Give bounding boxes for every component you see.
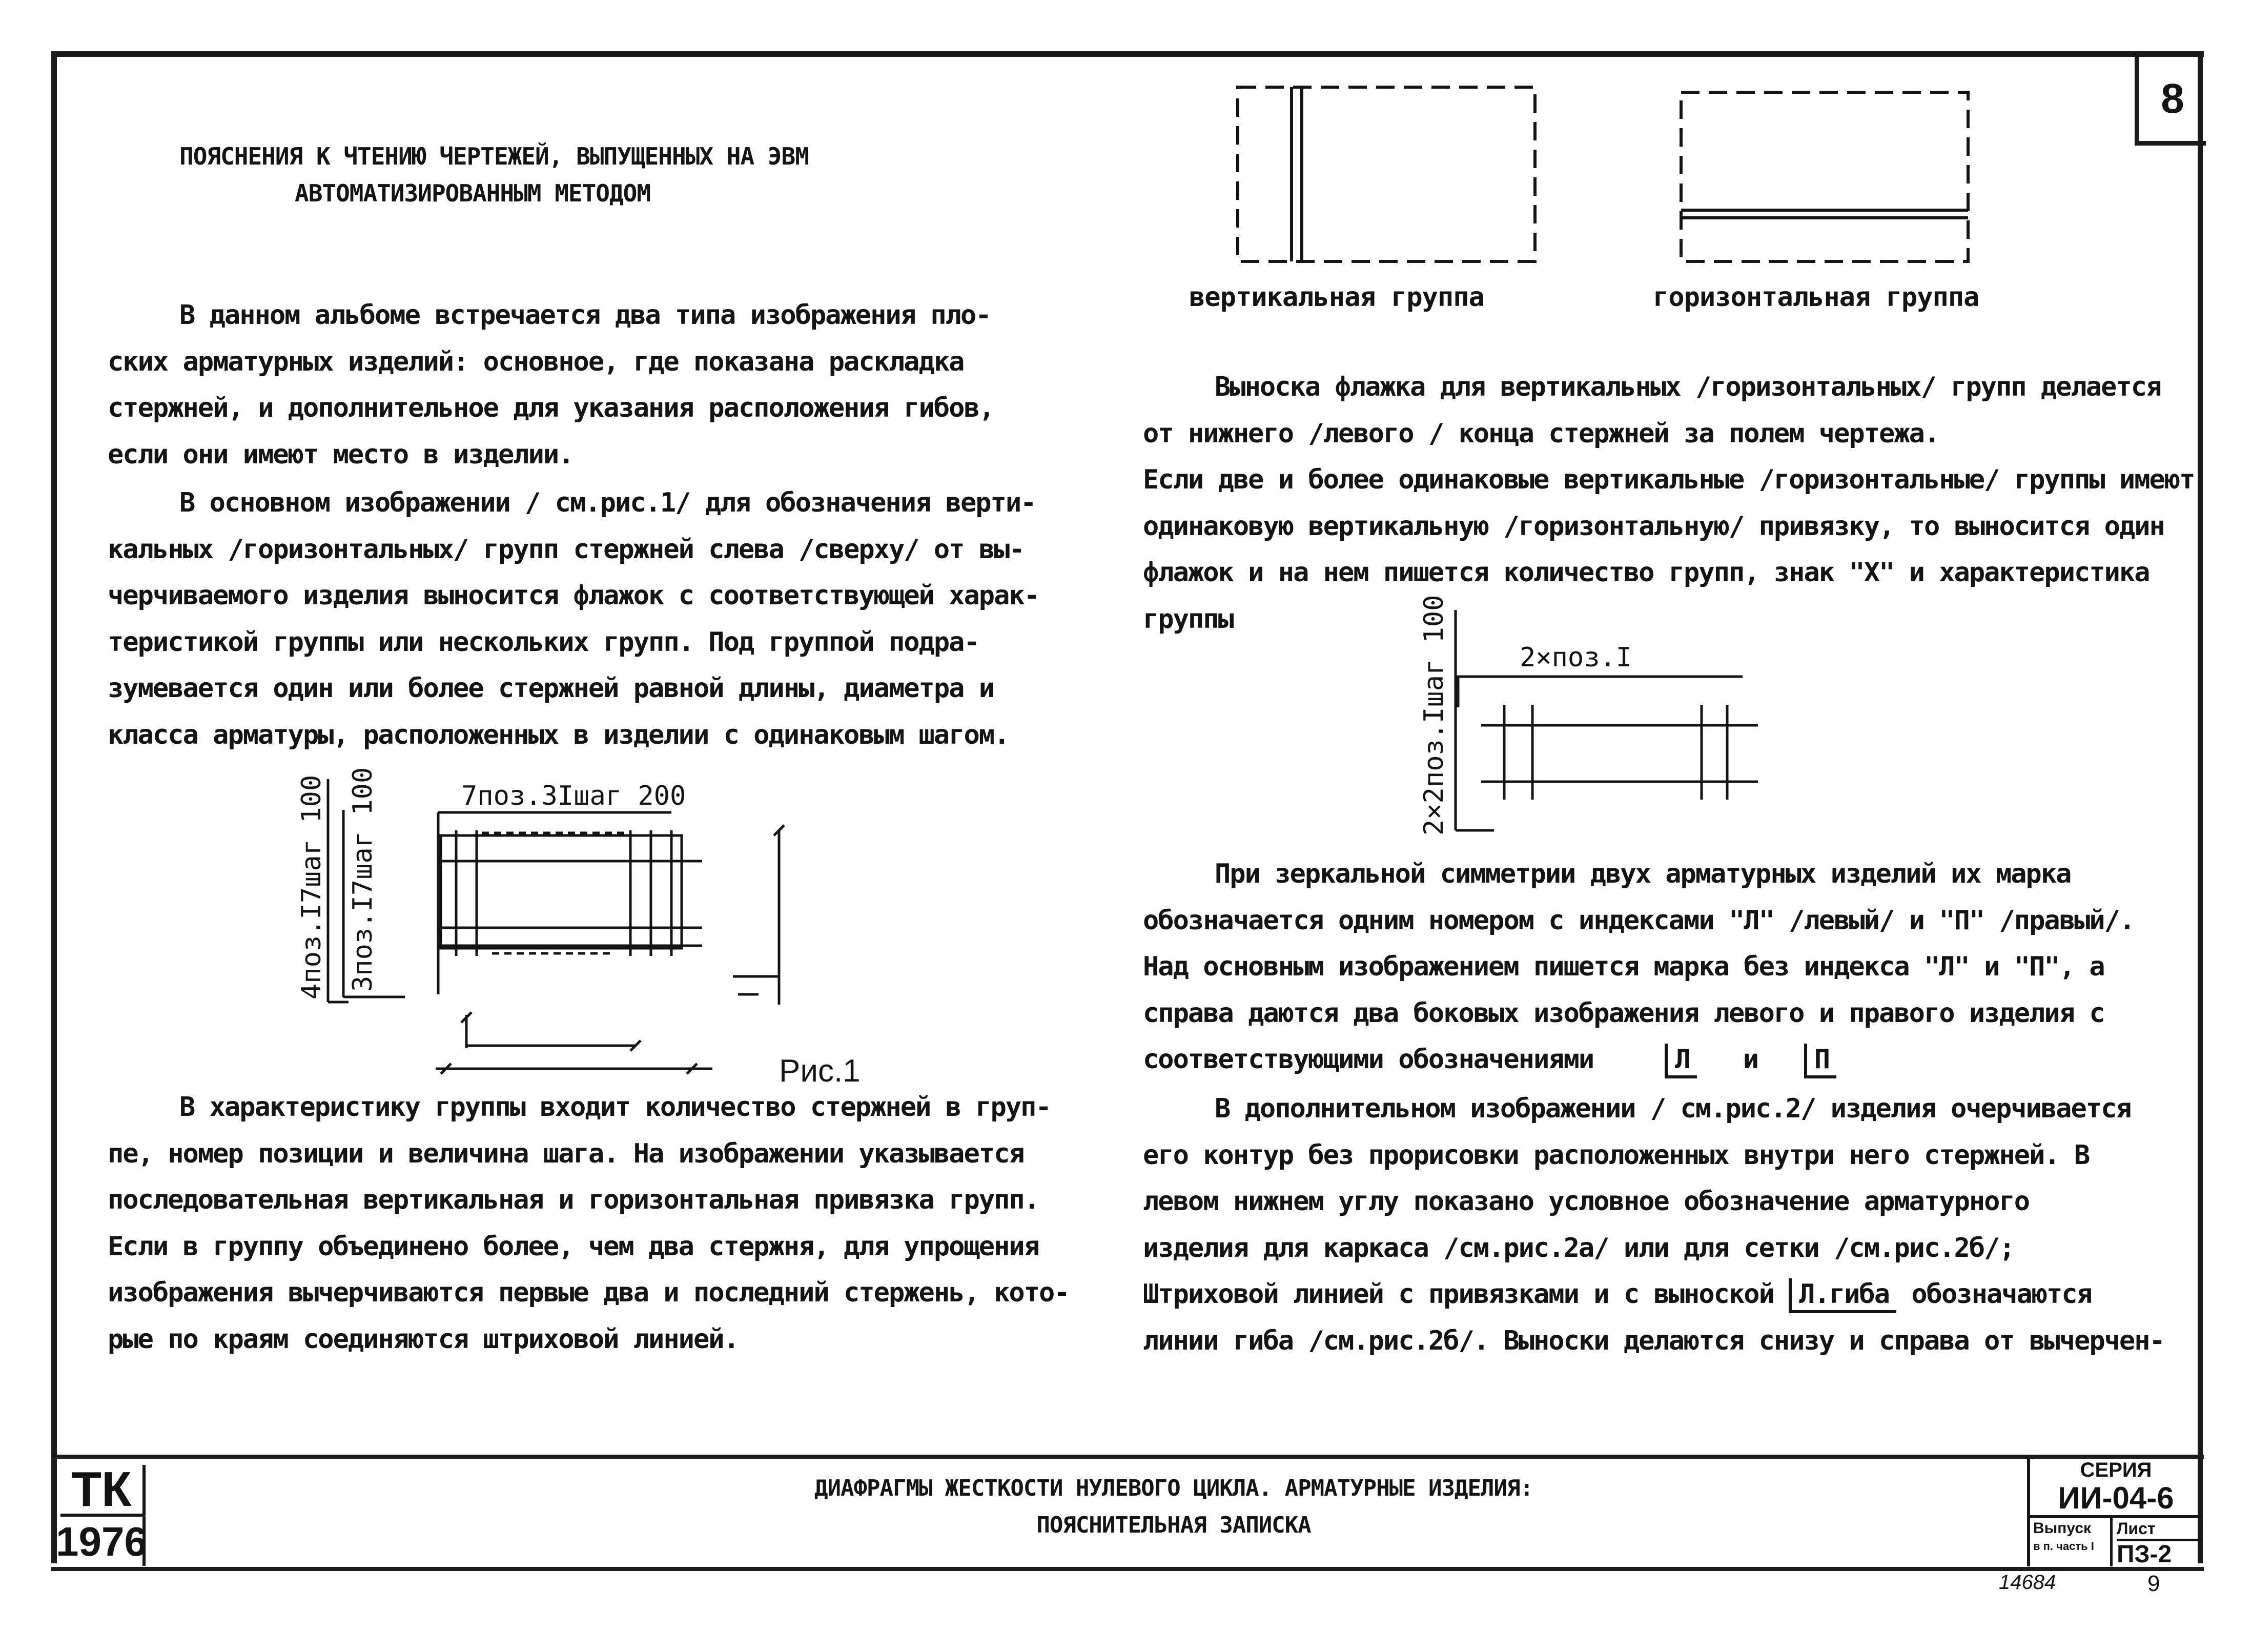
series-code: ИИ-04-6 — [2030, 1481, 2202, 1518]
footer-bottom-border — [51, 1567, 2204, 1571]
left-paragraph-3 — [108, 1084, 1069, 1362]
text-line: флажок и на нем пишется количество групп, знак "Х" и характеристика — [1143, 557, 2149, 588]
sheet-label: Лист — [2117, 1518, 2202, 1541]
fig-example-top-label: 2×поз.I — [1520, 642, 1632, 673]
text-line: если они имеют место в изделии. — [108, 439, 574, 470]
fig1-caption: Рис.1 — [779, 1053, 861, 1089]
group-diagrams — [1230, 77, 1999, 272]
series-block — [2027, 1459, 2202, 1566]
text-line: При зеркальной симметрии двух арматурных изделий их марка — [1215, 859, 2071, 889]
text-line: последовательная вертикальная и горизонтальная привязка групп. — [108, 1185, 1039, 1215]
frame-left — [51, 51, 57, 1563]
horizontal-group-outline — [1681, 92, 1968, 261]
text-line: В данном альбоме встречается два типа изображения пло- — [179, 300, 991, 331]
text-line: кальных /горизонтальных/ групп стержней слева /сверху/ от вы- — [108, 534, 1024, 565]
footer-title-line1: ДИАФРАГМЫ ЖЕСТКОСТИ НУЛЕВОГО ЦИКЛА. АРМАТУРНЫЕ ИЗДЕЛИЯ: — [814, 1475, 1533, 1501]
text-line: обозначаются — [1911, 1279, 2092, 1310]
inventory-number: 14684 — [1999, 1571, 2056, 1594]
text-line: обозначается одним номером с индексами "Л" /левый/ и "П" /правый/. — [1143, 905, 2135, 936]
right-paragraph-3 — [1143, 1086, 2164, 1364]
left-paragraph-2 — [108, 480, 1039, 758]
footer-title-line2: ПОЯСНИТЕЛЬНАЯ ЗАПИСКА — [1036, 1512, 1311, 1538]
fig1-top-label: 7поз.3Iшаг 200 — [461, 781, 686, 811]
text-line: от нижнего /левого / конца стержней за полем чертежа. — [1143, 418, 1939, 449]
text-line: Над основным изображением пишется марка без индекса "Л" и "П", а — [1143, 951, 2104, 982]
figure-example — [1409, 595, 1768, 846]
fig1-outer-label: 4поз.I7шаг 100 — [296, 774, 327, 1000]
caption-vertical-group: вертикальная группа — [1189, 282, 1484, 313]
doc-title-line1: ПОЯСНЕНИЯ К ЧТЕНИЮ ЧЕРТЕЖЕЙ, ВЫПУЩЕННЫХ НА ЭВМ — [179, 142, 809, 170]
text-line: В дополнительном изображении / см.рис.2/ изделия очерчивается — [1215, 1093, 2131, 1124]
text-line: зумевается один или более стержней равной длины, диаметра и — [108, 673, 994, 704]
frame-right — [2198, 51, 2203, 1563]
doc-title-line2: АВТОМАТИЗИРОВАННЫМ МЕТОДОМ — [295, 179, 651, 207]
text-line: ских арматурных изделий: основное, где показана раскладка — [108, 346, 964, 377]
text-line: черчиваемого изделия выносится флажок с соответствующей харак- — [108, 580, 1039, 611]
text-line: группы — [1143, 603, 1233, 635]
page-number: 8 — [2135, 56, 2206, 146]
text-line: его контур без прорисовки расположенных внутри него стержней. В — [1143, 1139, 2090, 1171]
text-line: одинаковую вертикальную /горизонтальную/ привязку, то выносится один — [1143, 511, 2164, 542]
flag-left-mark: Л — [1665, 1044, 1697, 1078]
text-line: Выноска флажка для вертикальных /горизонтальных/ групп делается — [1215, 372, 2161, 402]
bottom-page-number: 9 — [2147, 1571, 2160, 1596]
fig-example-v-label: 2×2поз.Iшаг 100 — [1419, 595, 1449, 835]
series-label: СЕРИЯ — [2080, 1459, 2152, 1481]
text-line: В основном изображении / см.рис.1/ для обозначения верти- — [179, 487, 1036, 518]
text-line: левом нижнем углу показано условное обозначение арматурного — [1143, 1186, 2030, 1217]
text-line: изображения вычерчиваются первые два и последний стержень, кото- — [108, 1277, 1069, 1308]
text-line: справа даются два боковых изображения левого и правого изделия с — [1143, 997, 2104, 1029]
text-line: рые по краям соединяются штриховой линией. — [108, 1323, 739, 1355]
org-stamp — [60, 1461, 146, 1517]
vertical-group-outline — [1238, 87, 1535, 261]
sheet-code: ПЗ-2 — [2117, 1541, 2172, 1568]
conjunction: и — [1743, 1044, 1758, 1075]
bend-flag-mark: Л.гиба — [1789, 1278, 1896, 1313]
text-line: В характеристику группы входит количество стержней в груп- — [179, 1092, 1051, 1123]
right-paragraph-2 — [1143, 851, 2134, 1083]
frame-top — [51, 51, 2204, 57]
text-line: изделия для каркаса /см.рис.2а/ или для сетки /см.рис.2б/; — [1143, 1232, 2014, 1263]
text-line: линии гиба /см.рис.2б/. Выноски делаются снизу и справа от вычерчен- — [1143, 1325, 2164, 1356]
year-stamp — [56, 1517, 147, 1566]
right-paragraph-1 — [1143, 364, 2194, 642]
figure-1 — [287, 769, 892, 1097]
caption-horizontal-group: горизонтальная группа — [1653, 282, 1979, 313]
left-paragraph-1 — [108, 292, 994, 478]
text-line: Штриховой линией с привязками и с выноской — [1143, 1279, 1774, 1310]
year: 1976 — [56, 1518, 147, 1564]
flag-right-mark: П — [1804, 1044, 1836, 1078]
issue-label: Выпуск — [2033, 1520, 2092, 1537]
footer-top-border — [51, 1455, 2204, 1459]
text-line: теристикой группы или нескольких групп. Под группой подра- — [108, 626, 979, 658]
text-line: Если две и более одинаковые вертикальные /горизонтальные/ группы имеют — [1143, 464, 2195, 495]
org-code: ТК — [71, 1461, 132, 1517]
fig1-inner-label: 3поз.I7шаг 100 — [347, 767, 378, 992]
text-line: соответствующими обозначениями — [1143, 1044, 1594, 1075]
issue-value: в п. часть I — [2033, 1540, 2094, 1553]
text-line: Если в группу объединено более, чем два стержня, для упрощения — [108, 1231, 1039, 1262]
text-line: пе, номер позиции и величина шага. На изображении указывается — [108, 1138, 1024, 1169]
text-line: стержней, и дополнительное для указания расположения гибов, — [108, 393, 994, 423]
text-line: класса арматуры, расположенных в изделии с одинаковым шагом. — [108, 719, 1009, 750]
